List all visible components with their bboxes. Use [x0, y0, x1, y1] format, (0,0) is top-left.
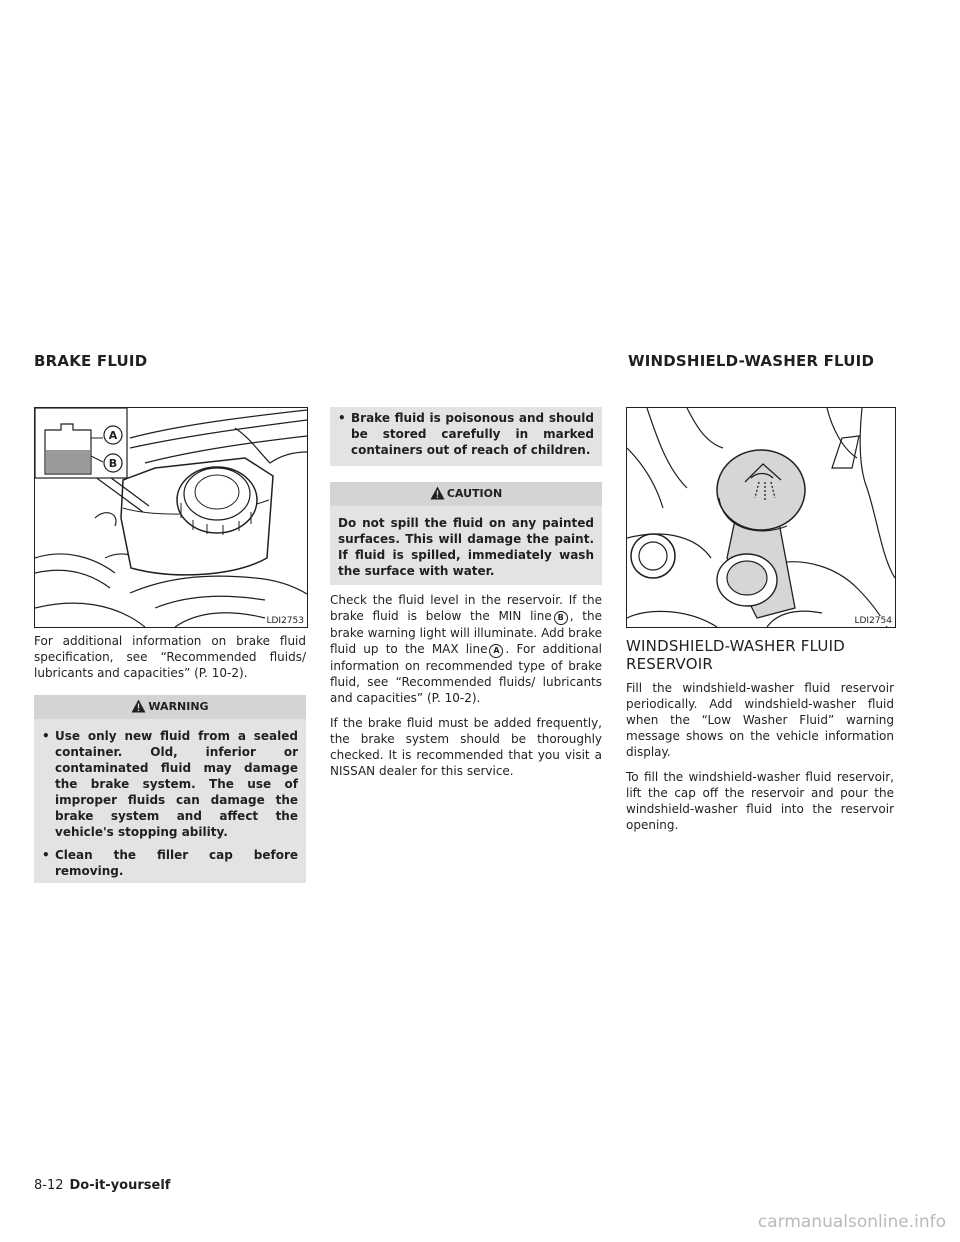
- warning-title-text: WARNING: [148, 700, 209, 713]
- brake-fluid-intro: For additional information on brake fluid specification, see “Recommended fluids/ lubricants and capacities” (P. 10-2).: [34, 634, 306, 680]
- warning-item-text: Use only new fluid from a sealed container. Old, inferior or contaminated fluid may damage the brake system. The use of improper fluids can damage the brake system and affect the vehicle's stopping ability.: [55, 729, 298, 839]
- caution-title-text: CAUTION: [446, 487, 503, 500]
- brake-fluid-column: [34, 633, 306, 883]
- caution-icon: [430, 486, 445, 500]
- washer-reservoir-illustration: [627, 408, 895, 627]
- brake-fluid-heading: BRAKE FLUID: [34, 352, 148, 370]
- warning-box: [34, 695, 306, 883]
- warning-icon: [131, 699, 146, 713]
- page-footer: [34, 1178, 170, 1193]
- figure-label-a: A: [108, 429, 118, 442]
- washer-fluid-column: [626, 637, 894, 833]
- warning-box-continued: [330, 407, 602, 466]
- warning-item-text: Clean the filler cap before removing.: [55, 848, 298, 878]
- check-fluid-paragraph: [330, 592, 602, 706]
- check-text-3: . For additional information on recommended type of brake fluid, see “Recommended fluids/ lubricants and capacities” (P. 10-2).: [330, 642, 603, 705]
- figure-code: LDI2754: [854, 616, 892, 626]
- washer-reservoir-figure: [626, 407, 896, 628]
- check-text-2: , the brake warning light will illuminate. Add brake fluid up to the MAX line: [330, 609, 602, 656]
- brake-fluid-reservoir-figure: [34, 407, 308, 628]
- washer-fill-paragraph: Fill the windshield-washer fluid reservoir periodically. Add windshield-washer fluid when the “Low Washer Fluid” warning message shows on the vehicle information display.: [626, 681, 894, 759]
- chapter-title: Do-it-yourself: [69, 1178, 171, 1193]
- figure-code: LDI2753: [266, 616, 304, 626]
- washer-fluid-heading: WINDSHIELD-WASHER FLUID: [628, 352, 875, 370]
- warning-item: • Brake fluid is poisonous and should be stored carefully in marked containers out of reach of children.: [338, 411, 594, 457]
- caution-box: [330, 482, 602, 585]
- max-line-marker: A: [489, 644, 503, 658]
- warning-item: • Clean the filler cap before removing.: [42, 848, 298, 878]
- caution-title: [330, 482, 602, 506]
- brake-reservoir-illustration: [35, 408, 307, 627]
- check-text-1: Check the fluid level in the reservoir. If the brake fluid is below the MIN line: [330, 593, 602, 623]
- page-number: 8-12: [34, 1178, 64, 1193]
- warning-item-text: Brake fluid is poisonous and should be stored carefully in marked containers out of reach of children.: [351, 411, 594, 457]
- figure-label-b: B: [108, 457, 118, 470]
- washer-reservoir-subheading: WINDSHIELD-WASHER FLUID RESERVOIR: [626, 637, 845, 673]
- warning-item: • Use only new fluid from a sealed container. Old, inferior or contaminated fluid may damage the brake system. The use of improper fluids can damage the brake system and affect the vehicle's stopping ability.: [42, 729, 298, 839]
- brake-fluid-column-2: [330, 407, 602, 779]
- washer-pour-paragraph: To fill the windshield-washer fluid reservoir, lift the cap off the reservoir and pour the windshield-washer fluid into the reservoir opening.: [626, 770, 894, 832]
- min-line-marker: B: [554, 611, 568, 625]
- frequent-fluid-paragraph: If the brake fluid must be added frequently, the brake system should be thoroughly checked. It is recommended that you visit a NISSAN dealer for this service.: [330, 716, 602, 778]
- watermark: carmanualsonline.info: [757, 1212, 946, 1232]
- warning-title: [34, 695, 306, 719]
- caution-text: Do not spill the fluid on any painted surfaces. This will damage the paint. If fluid is spilled, immediately wash the surface with water.: [338, 516, 594, 578]
